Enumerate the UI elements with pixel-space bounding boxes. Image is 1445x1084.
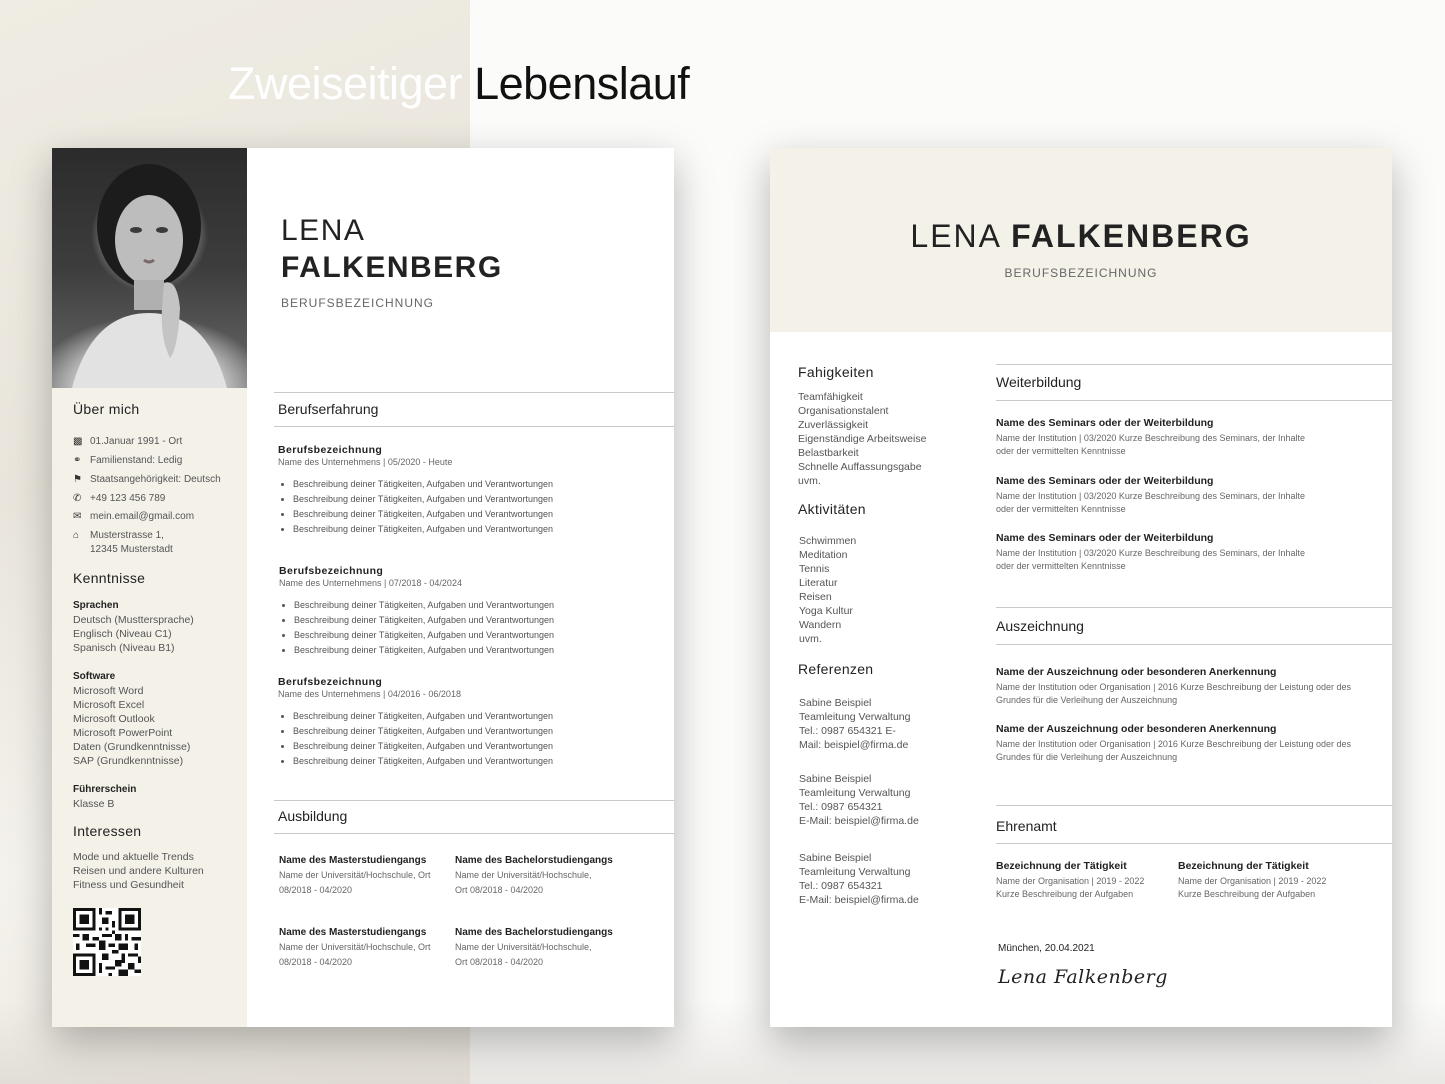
about-text: Familienstand: Ledig	[90, 455, 183, 466]
degree-title: Name des Bachelorstudiengangs	[455, 855, 613, 866]
signature: Lena Falkenberg	[998, 966, 1168, 988]
volunteer-title: Bezeichnung der Tätigkeit	[1178, 860, 1309, 872]
training-title: Name des Seminars oder der Weiterbildung	[996, 475, 1214, 487]
divider	[274, 800, 674, 801]
place-date: München, 20.04.2021	[998, 943, 1095, 954]
interests-list	[73, 850, 204, 892]
name-last: FALKENBERG	[1011, 218, 1252, 254]
degree-dates: 08/2018 - 04/2020	[279, 885, 353, 895]
software-block	[73, 670, 190, 768]
language-item: Englisch (Niveau C1)	[73, 628, 172, 640]
flag-icon: ⚑	[73, 474, 82, 485]
desc-line: Name der Institution oder Organisation | 2016 Kurze Beschreibung der Leistung oder des	[996, 682, 1352, 692]
divider	[274, 392, 674, 393]
activity-item: Reisen	[799, 591, 832, 603]
license-block	[73, 783, 136, 811]
job-bullet: • Beschreibung deiner Tätigkeiten, Aufgaben und Verantwortungen	[293, 739, 668, 754]
reference-line: Teamleitung Verwaltung	[799, 787, 911, 799]
job-bullets	[279, 598, 669, 658]
software-item: Daten (Grundkenntnisse)	[73, 741, 191, 753]
training-desc	[996, 547, 1371, 573]
language-item: Deutsch (Musttersprache)	[73, 614, 194, 626]
training-desc	[996, 490, 1371, 516]
job-bullet: • Beschreibung deiner Tätigkeiten, Aufgaben und Verantwortungen	[293, 507, 668, 522]
job-bullet: • Beschreibung deiner Tätigkeiten, Aufgaben und Verantwortungen	[293, 754, 668, 769]
software-item: Microsoft Excel	[73, 699, 145, 711]
divider	[996, 607, 1392, 608]
job-title: Berufsbezeichnung	[278, 676, 383, 688]
activity-item: Literatur	[799, 577, 838, 589]
desc-line: Name der Institution oder Organisation | 2016 Kurze Beschreibung der Leistung oder des	[996, 739, 1352, 749]
job-bullet: • Beschreibung deiner Tätigkeiten, Aufgaben und Verantwortungen	[293, 724, 668, 739]
activity-item: Schwimmen	[799, 535, 857, 547]
activity-item: Meditation	[799, 549, 848, 561]
reference-entry	[799, 772, 919, 828]
desc-line: oder der vermittelten Kenntnisse	[996, 504, 1126, 514]
resume-page-1	[52, 148, 674, 1027]
languages-block	[73, 599, 194, 655]
education-entry	[279, 926, 449, 970]
volunteer-heading: Ehrenamt	[996, 818, 1057, 834]
license-label: Führerschein	[73, 784, 137, 795]
degree-title: Name des Masterstudiengangs	[279, 927, 427, 938]
education-entry	[455, 926, 625, 970]
activity-item: Yoga Kultur	[799, 605, 853, 617]
reference-line: Sabine Beispiel	[799, 697, 872, 709]
desc-line: oder der vermittelten Kenntnisse	[996, 446, 1126, 456]
desc-line: Kurze Beschreibung der Aufgaben	[996, 889, 1134, 899]
rings-icon: ⚭	[73, 455, 82, 466]
desc-line: Grundes für die Verleihung der Auszeichnung	[996, 752, 1178, 762]
ability-item: Eigenständige Arbeitsweise	[798, 433, 927, 445]
activity-item: Wandern	[799, 619, 842, 631]
about-text: 01.Januar 1991 - Ort	[90, 436, 183, 447]
volunteer-desc	[1178, 875, 1353, 901]
languages-label: Sprachen	[73, 600, 119, 611]
degree-dates: 08/2018 - 04/2020	[279, 957, 353, 967]
experience-heading: Berufserfahrung	[278, 401, 379, 417]
award-desc	[996, 681, 1371, 707]
ability-item: Belastbarkeit	[798, 447, 859, 459]
software-item: Microsoft Word	[73, 685, 144, 697]
activities-list	[799, 534, 856, 646]
training-heading: Weiterbildung	[996, 374, 1082, 390]
abilities-heading: Fahigkeiten	[798, 364, 874, 380]
divider	[996, 364, 1392, 365]
degree-school: Name der Universität/Hochschule, Ort	[279, 942, 431, 952]
job-title: Berufsbezeichnung	[279, 565, 384, 577]
desc-line: Kurze Beschreibung der Aufgaben	[1178, 889, 1316, 899]
interest-item: Mode und aktuelle Trends	[73, 851, 194, 863]
address-line-1: Musterstrasse 1,	[90, 530, 164, 541]
divider	[274, 833, 674, 834]
activity-item: uvm.	[799, 633, 822, 645]
reference-line: Sabine Beispiel	[799, 852, 872, 864]
training-title: Name des Seminars oder der Weiterbildung	[996, 417, 1214, 429]
training-title: Name des Seminars oder der Weiterbildung	[996, 532, 1214, 544]
reference-line: Tel.: 0987 654321 E-	[799, 725, 896, 737]
job-title: BERUFSBEZEICHNUNG	[281, 296, 435, 310]
volunteer-title: Bezeichnung der Tätigkeit	[996, 860, 1127, 872]
training-entry	[996, 474, 1371, 516]
resume-page-2	[770, 148, 1392, 1027]
portrait-photo	[52, 148, 247, 388]
about-row-address	[73, 529, 243, 557]
award-title: Name der Auszeichnung oder besonderen Anerkennung	[996, 723, 1277, 735]
job-company: Name des Unternehmens | 04/2016 - 06/2018	[278, 689, 461, 699]
award-desc	[996, 738, 1371, 764]
reference-entry	[799, 851, 919, 907]
ability-item: Teamfähigkeit	[798, 391, 863, 403]
abilities-list	[798, 390, 926, 488]
headline-part2: Lebenslauf	[474, 58, 690, 109]
about-text	[90, 529, 173, 557]
envelope-icon: ✉	[73, 511, 82, 522]
reference-line: Teamleitung Verwaltung	[799, 711, 911, 723]
divider	[274, 426, 674, 427]
birthday-cake-icon: ▩	[73, 436, 83, 447]
reference-line: E-Mail: beispiel@firma.de	[799, 894, 919, 906]
divider	[996, 805, 1392, 806]
ability-item: Zuverlässigkeit	[798, 419, 869, 431]
skills-heading: Kenntnisse	[73, 570, 146, 586]
desc-line: Grundes für die Verleihung der Auszeichnung	[996, 695, 1178, 705]
job-bullet: • Beschreibung deiner Tätigkeiten, Aufgaben und Verantwortungen	[294, 613, 669, 628]
reference-entry	[799, 696, 911, 752]
software-item: Microsoft PowerPoint	[73, 727, 173, 739]
degree-title: Name des Bachelorstudiengangs	[455, 927, 613, 938]
interest-item: Fitness und Gesundheit	[73, 879, 184, 891]
reference-line: Sabine Beispiel	[799, 773, 872, 785]
reference-line: Tel.: 0987 654321	[799, 801, 883, 813]
address-line-2: 12345 Musterstadt	[90, 544, 173, 555]
desc-line: Name der Organisation | 2019 - 2022	[996, 876, 1145, 886]
degree-title: Name des Masterstudiengangs	[279, 855, 427, 866]
award-title: Name der Auszeichnung oder besonderen Anerkennung	[996, 666, 1277, 678]
job-bullet: • Beschreibung deiner Tätigkeiten, Aufgaben und Verantwortungen	[293, 492, 668, 507]
headline-part1: Zweiseitiger	[228, 58, 463, 109]
training-entry	[996, 531, 1371, 573]
about-heading: Über mich	[73, 401, 140, 417]
desc-line: Name der Institution | 03/2020 Kurze Beschreibung des Seminars, der Inhalte	[996, 491, 1306, 501]
references-heading: Referenzen	[798, 661, 874, 677]
license-value: Klasse B	[73, 798, 115, 810]
desc-line: Name der Institution | 03/2020 Kurze Beschreibung des Seminars, der Inhalte	[996, 433, 1306, 443]
divider	[996, 843, 1392, 844]
volunteer-desc	[996, 875, 1171, 901]
name-first: LENA	[910, 218, 1001, 254]
education-entry	[279, 854, 449, 898]
degree-school: Name der Universität/Hochschule,	[455, 942, 592, 952]
degree-school: Name der Universität/Hochschule, Ort	[279, 870, 431, 880]
activity-item: Tennis	[799, 563, 830, 575]
job-bullets	[278, 477, 668, 537]
name-last: FALKENBERG	[281, 251, 503, 284]
job-company: Name des Unternehmens | 05/2020 - Heute	[278, 457, 453, 467]
name-first: LENA	[281, 214, 366, 247]
ability-item: Organisationstalent	[798, 405, 889, 417]
job-bullets	[278, 709, 668, 769]
reference-line: E-Mail: beispiel@firma.de	[799, 815, 919, 827]
desc-line: Name der Institution | 03/2020 Kurze Beschreibung des Seminars, der Inhalte	[996, 548, 1306, 558]
degree-dates: Ort 08/2018 - 04/2020	[455, 885, 544, 895]
job-entry	[279, 565, 669, 658]
headline	[228, 58, 689, 110]
about-row-birthday	[73, 435, 243, 449]
divider	[996, 400, 1392, 401]
job-title: BERUFSBEZEICHNUNG	[1004, 266, 1158, 280]
phone-icon: ✆	[73, 493, 82, 504]
about-row-marital	[73, 454, 243, 468]
awards-heading: Auszeichnung	[996, 618, 1084, 634]
about-text: +49 123 456 789	[90, 493, 166, 504]
award-entry	[996, 665, 1371, 707]
volunteer-entry	[996, 859, 1171, 901]
about-text: Staatsangehörigkeit: Deutsch	[90, 474, 221, 485]
activities-heading: Aktivitäten	[798, 501, 866, 517]
job-entry	[278, 444, 668, 537]
desc-line: Name der Organisation | 2019 - 2022	[1178, 876, 1327, 886]
job-bullet: • Beschreibung deiner Tätigkeiten, Aufgaben und Verantwortungen	[293, 477, 668, 492]
job-entry	[278, 676, 668, 769]
award-entry	[996, 722, 1371, 764]
software-label: Software	[73, 671, 116, 682]
language-item: Spanisch (Niveau B1)	[73, 642, 175, 654]
divider	[996, 644, 1392, 645]
reference-line: Teamleitung Verwaltung	[799, 866, 911, 878]
interest-item: Reisen und andere Kulturen	[73, 865, 204, 877]
about-row-nationality	[73, 473, 243, 487]
about-row-email	[73, 510, 243, 524]
degree-dates: Ort 08/2018 - 04/2020	[455, 957, 544, 967]
interests-heading: Interessen	[73, 823, 142, 839]
job-bullet: • Beschreibung deiner Tätigkeiten, Aufgaben und Verantwortungen	[293, 522, 668, 537]
volunteer-entry	[1178, 859, 1353, 901]
about-row-phone	[73, 492, 243, 506]
software-item: SAP (Grundkenntnisse)	[73, 755, 184, 767]
training-desc	[996, 432, 1371, 458]
job-title: Berufsbezeichnung	[278, 444, 383, 456]
job-bullet: • Beschreibung deiner Tätigkeiten, Aufgaben und Verantwortungen	[294, 598, 669, 613]
home-icon: ⌂	[73, 530, 80, 541]
reference-line: Tel.: 0987 654321	[799, 880, 883, 892]
ability-item: Schnelle Auffassungsgabe	[798, 461, 922, 473]
job-bullet: • Beschreibung deiner Tätigkeiten, Aufgaben und Verantwortungen	[293, 709, 668, 724]
job-company: Name des Unternehmens | 07/2018 - 04/2024	[279, 578, 462, 588]
job-bullet: • Beschreibung deiner Tätigkeiten, Aufgaben und Verantwortungen	[294, 628, 669, 643]
desc-line: oder der vermittelten Kenntnisse	[996, 561, 1126, 571]
software-item: Microsoft Outlook	[73, 713, 155, 725]
education-entry	[455, 854, 625, 898]
education-heading: Ausbildung	[278, 808, 348, 824]
degree-school: Name der Universität/Hochschule,	[455, 870, 592, 880]
about-text: mein.email@gmail.com	[90, 511, 195, 522]
reference-line: Mail: beispiel@firma.de	[799, 739, 909, 751]
training-entry	[996, 416, 1371, 458]
qr-code	[73, 908, 141, 976]
ability-item: uvm.	[798, 475, 821, 487]
full-name	[770, 218, 1392, 255]
job-bullet: • Beschreibung deiner Tätigkeiten, Aufgaben und Verantwortungen	[294, 643, 669, 658]
